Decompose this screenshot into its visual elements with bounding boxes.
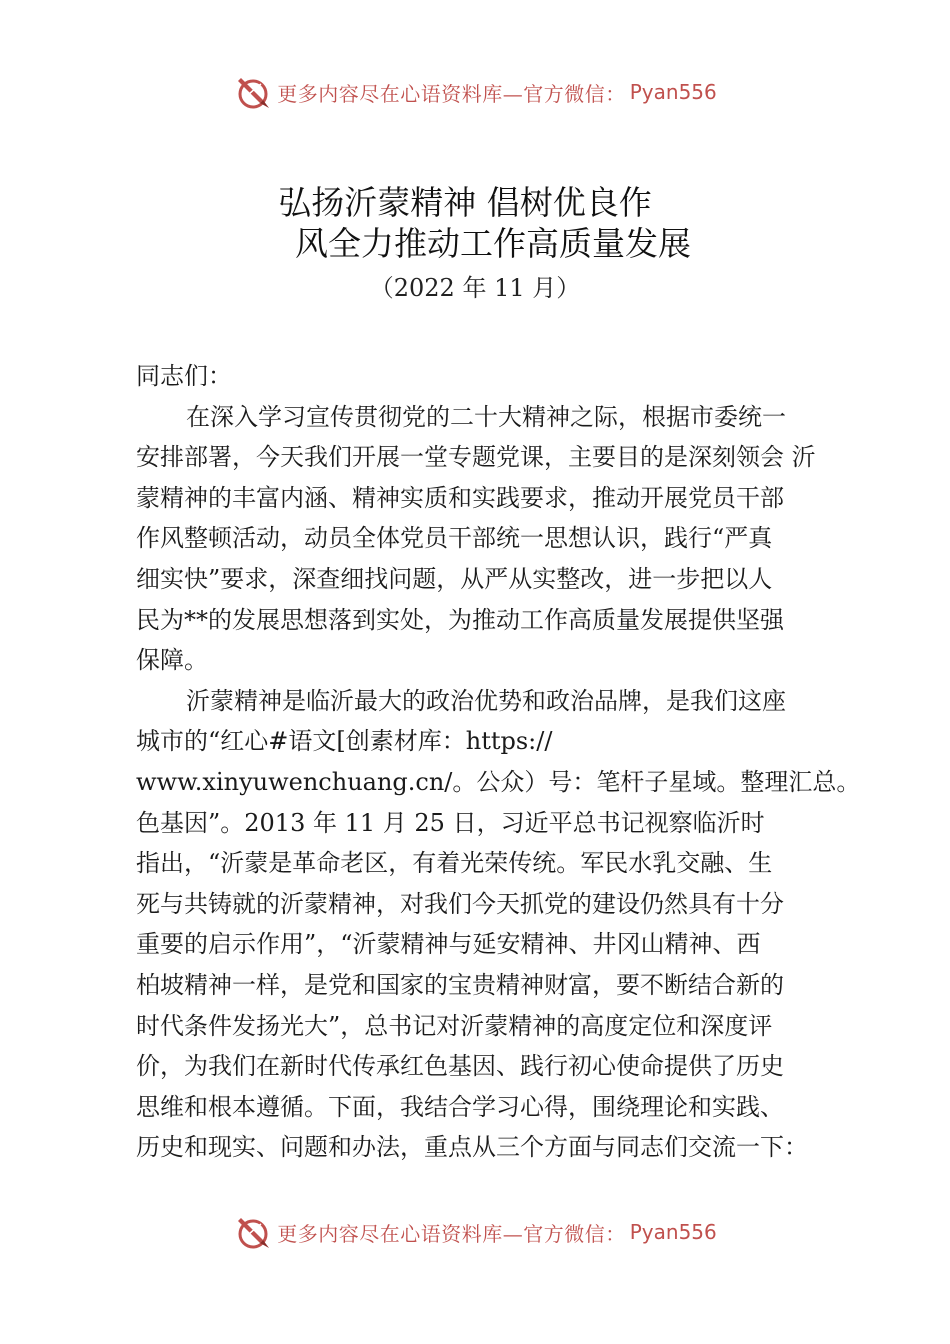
paragraph-line: 城市的“红心#语文[创素材库：https://	[136, 727, 553, 756]
paragraph-line: 时代条件发扬光大”，总书记对沂蒙精神的高度定位和深度评	[136, 1011, 773, 1040]
paragraph-line: 历史和现实、问题和办法，重点从三个方面与同志们交流一下：	[136, 1133, 808, 1162]
paragraph-line: 沂蒙精神是临沂最大的政治优势和政治品牌，是我们这座	[186, 686, 786, 715]
paragraph-line: 价，为我们在新时代传承红色基因、践行初心使命提供了历史	[136, 1052, 784, 1081]
document-body	[136, 356, 861, 1168]
paragraph-line: 思维和根本遵循。下面，我结合学习心得，围绕理论和实践、	[136, 1092, 784, 1121]
quill-pen-logo-icon	[233, 1212, 273, 1252]
paragraph-line: 细实快”要求，深查细找问题，从严从实整改，进一步把以人	[136, 564, 773, 593]
document-date: （2022 年 11 月）	[369, 274, 581, 302]
paragraph-line: 作风整顿活动，动员全体党员干部统一思想认识，践行“严真	[136, 524, 773, 553]
paragraph-line: 民为**的发展思想落到实处，为推动工作高质量发展提供坚强	[136, 605, 784, 634]
paragraph-line: 蒙精神的丰富内涵、精神实质和实践要求，推动开展党员干部	[136, 483, 784, 512]
quill-pen-logo-icon	[233, 72, 273, 112]
banner-account: Pyan556	[629, 1220, 717, 1244]
paragraph-line: www.xinyuwenchuang.cn/。公众）号：笔杆子星域。整理汇总。	[136, 767, 861, 796]
header-banner	[0, 70, 950, 114]
paragraph-line: 重要的启示作用”，“沂蒙精神与延安精神、井冈山精神、西	[136, 930, 761, 959]
footer-banner	[0, 1210, 950, 1254]
paragraph-line: 保障。	[136, 646, 208, 675]
banner-text: 更多内容尽在心语资料库—官方微信：	[277, 81, 626, 106]
paragraph-line: 安排部署，今天我们开展一堂专题党课，主要目的是深刻领会 沂	[136, 443, 816, 472]
document-title-line-2: 风全力推动工作高质量发展	[295, 224, 691, 263]
paragraph-line: 色基因”。2013 年 11 月 25 日，习近平总书记视察临沂时	[136, 808, 765, 837]
document-title-line-1: 弘扬沂蒙精神 倡树优良作	[278, 183, 652, 222]
banner-account: Pyan556	[629, 80, 717, 104]
paragraph-line: 死与共铸就的沂蒙精神，对我们今天抓党的建设仍然具有十分	[136, 889, 784, 918]
banner-text: 更多内容尽在心语资料库—官方微信：	[277, 1221, 626, 1246]
salutation: 同志们：	[136, 362, 232, 390]
paragraph-line: 在深入学习宣传贯彻党的二十大精神之际，根据市委统一	[186, 402, 786, 431]
paragraph-line: 柏坡精神一样，是党和国家的宝贵精神财富，要不断结合新的	[136, 970, 784, 999]
paragraph-line: 指出，“沂蒙是革命老区，有着光荣传统。军民水乳交融、生	[136, 849, 773, 878]
